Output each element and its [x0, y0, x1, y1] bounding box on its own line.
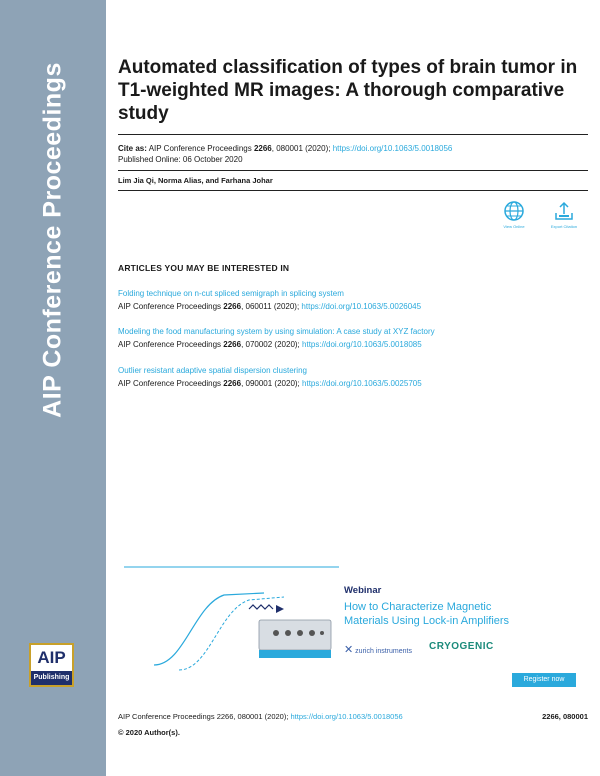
cite-volume: 2266 — [253, 144, 272, 153]
citation — [118, 143, 452, 154]
zurich-label: zurich instruments — [355, 648, 412, 655]
zurich-x-icon: ✕ — [344, 644, 354, 656]
related-article-title-link[interactable]: Outlier resistant adaptive spatial dispersion clustering — [118, 366, 307, 375]
authors-divider-top — [118, 170, 588, 171]
related-article-rest: , 060011 (2020); — [241, 302, 300, 311]
related-article-citation — [118, 377, 588, 390]
author-list: Lim Jia Qi, Norma Alias, and Farhana Johar — [118, 176, 273, 185]
cite-rest: , 080001 (2020); — [271, 144, 331, 153]
related-article-citation — [118, 338, 588, 351]
related-article-journal: AIP Conference Proceedings — [118, 340, 222, 349]
footer-doi-link[interactable]: https://doi.org/10.1063/5.0018056 — [290, 712, 403, 721]
register-now-button[interactable]: Register now — [512, 673, 576, 687]
page-footer — [118, 712, 588, 721]
view-online-button[interactable] — [494, 200, 534, 229]
article-doi-link[interactable]: https://doi.org/10.1063/5.0018056 — [332, 144, 453, 153]
related-article-journal: AIP Conference Proceedings — [118, 302, 222, 311]
related-article-title-link[interactable]: Folding technique on n-cut spliced semigraph in splicing system — [118, 289, 344, 298]
related-article — [118, 287, 588, 313]
zurich-logo — [344, 643, 412, 656]
related-article-doi-link[interactable]: https://doi.org/10.1063/5.0018085 — [302, 340, 422, 349]
related-article — [118, 325, 588, 351]
export-citation-label: Export Citation — [550, 224, 578, 229]
related-article-volume: 2266 — [223, 302, 242, 311]
copyright: © 2020 Author(s). — [118, 728, 180, 737]
logo-top-text: AIP — [37, 648, 66, 667]
webinar-advertisement[interactable] — [124, 565, 578, 689]
cite-journal: AIP Conference Proceedings — [148, 144, 252, 153]
authors-divider-bottom — [118, 190, 588, 191]
view-online-label: View Online — [503, 224, 525, 229]
aip-publishing-logo[interactable] — [29, 643, 74, 687]
globe-icon — [503, 200, 525, 222]
article-title: Automated classification of types of brain tumor in T1-weighted MR images: A thorough comparative study — [118, 57, 578, 124]
ad-heading: Webinar — [344, 585, 382, 596]
related-article-volume: 2266 — [223, 340, 242, 349]
related-article-rest: , 090001 (2020); — [241, 379, 300, 388]
cryogenic-logo: CRYOGENIC — [429, 641, 494, 652]
footer-journal: AIP Conference Proceedings — [118, 712, 215, 721]
cite-label: Cite as: — [118, 144, 147, 153]
related-article-doi-link[interactable]: https://doi.org/10.1063/5.0025705 — [302, 379, 422, 388]
journal-name: AIP Conference Proceedings — [38, 62, 67, 418]
journal-sidebar — [0, 0, 106, 776]
webinar-illustration — [124, 565, 339, 689]
footer-volume: 2266 — [216, 712, 234, 721]
ad-title-line1: How to Characterize Magnetic — [344, 601, 492, 613]
published-date: Published Online: 06 October 2020 — [118, 155, 243, 164]
related-article-doi-link[interactable]: https://doi.org/10.1063/5.0026045 — [301, 302, 422, 311]
related-article-citation — [118, 300, 588, 313]
footer-page-id: 2266, 080001 — [542, 712, 588, 721]
title-divider — [118, 134, 588, 135]
ad-title-line2: Materials Using Lock-in Amplifiers — [344, 615, 510, 627]
logo-bottom-text: Publishing — [31, 671, 72, 685]
related-article-volume: 2266 — [223, 379, 242, 388]
related-articles-heading: ARTICLES YOU MAY BE INTERESTED IN — [118, 263, 290, 273]
related-article-title-link[interactable]: Modeling the food manufacturing system by using simulation: A case study at XYZ factory — [118, 327, 435, 336]
export-citation-button[interactable] — [544, 200, 584, 229]
related-article-journal: AIP Conference Proceedings — [118, 379, 222, 388]
footer-rest: , 080001 (2020); — [233, 712, 289, 721]
export-icon — [553, 200, 575, 222]
related-article-rest: , 070002 (2020); — [241, 340, 300, 349]
related-article — [118, 364, 588, 390]
